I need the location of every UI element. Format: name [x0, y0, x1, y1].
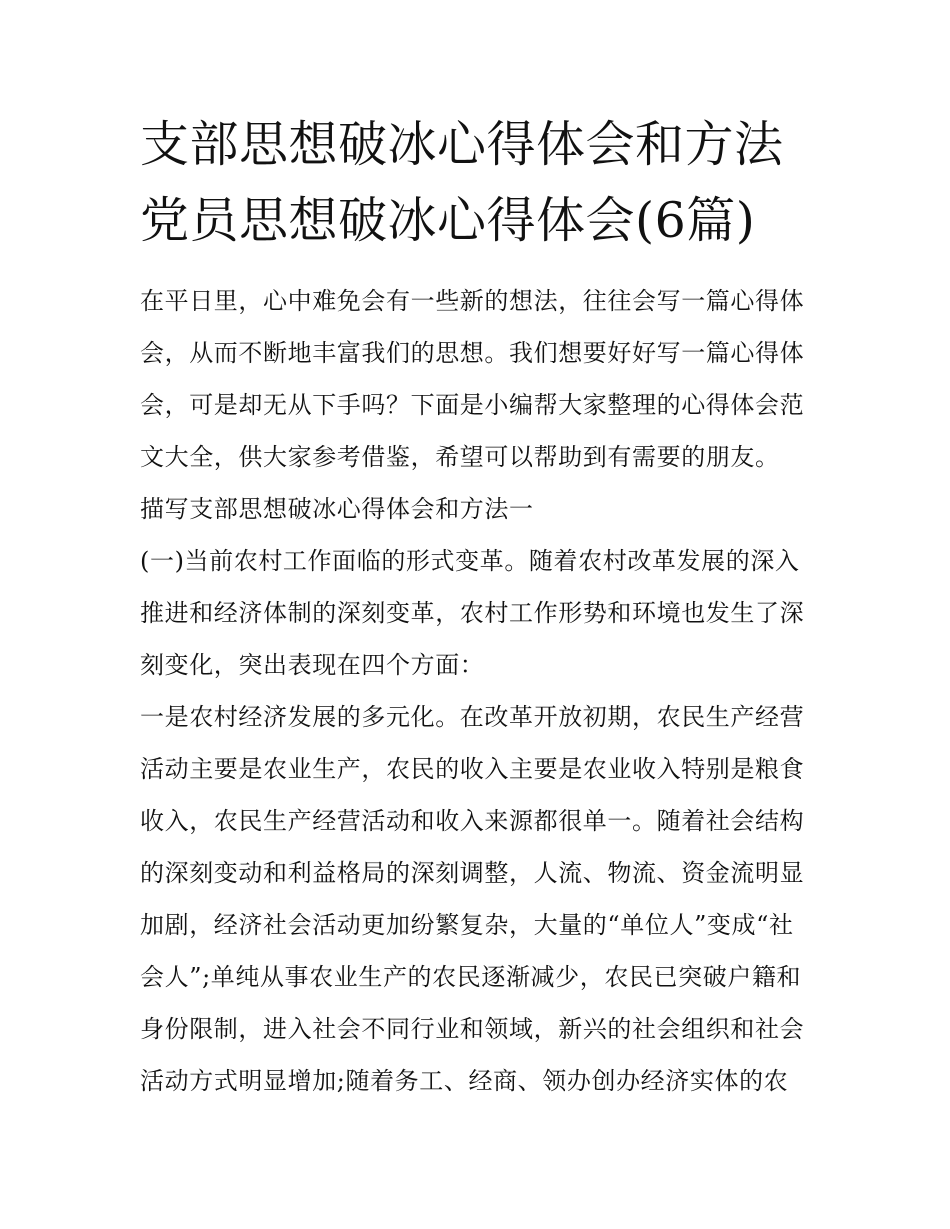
paragraph-line: 推进和经济体制的深刻变革，农村工作形势和环境也发生了深 [140, 599, 805, 627]
paragraph-line: 在平日里，心中难免会有一些新的想法，往往会写一篇心得体 [140, 287, 805, 315]
document-title-line-1: 支部思想破冰心得体会和方法 [140, 116, 784, 173]
section-heading: 描写支部思想破冰心得体会和方法一 [140, 495, 534, 523]
paragraph-line: 会，可是却无从下手吗？下面是小编帮大家整理的心得体会范 [140, 391, 805, 419]
paragraph-line: 文大全，供大家参考借鉴，希望可以帮助到有需要的朋友。 [140, 443, 780, 471]
paragraph-line: 身份限制，进入社会不同行业和领域，新兴的社会组织和社会 [140, 1015, 805, 1043]
paragraph-line: 收入，农民生产经营活动和收入来源都很单一。随着社会结构 [140, 807, 805, 835]
paragraph-line: 刻变化，突出表现在四个方面： [140, 651, 485, 679]
paragraph-line: 加剧，经济社会活动更加纷繁复杂，大量的“单位人”变成“社 [140, 911, 794, 939]
paragraph-line: 活动方式明显增加;随着务工、经商、领办创办经济实体的农 [140, 1067, 789, 1095]
paragraph-line: 的深刻变动和利益格局的深刻调整，人流、物流、资金流明显 [140, 859, 805, 887]
paragraph-line: 会人”;单纯从事农业生产的农民逐渐减少，农民已突破户籍和 [140, 963, 802, 991]
paragraph-line: 会，从而不断地丰富我们的思想。我们想要好好写一篇心得体 [140, 339, 805, 367]
paragraph-line: (一)当前农村工作面临的形式变革。随着农村改革发展的深入 [140, 547, 800, 575]
paragraph-line: 活动主要是农业生产，农民的收入主要是农业收入特别是粮食 [140, 755, 805, 783]
document-title-line-2: 党员思想破冰心得体会(6篇) [140, 192, 756, 249]
paragraph-line: 一是农村经济发展的多元化。在改革开放初期，农民生产经营 [140, 703, 805, 731]
